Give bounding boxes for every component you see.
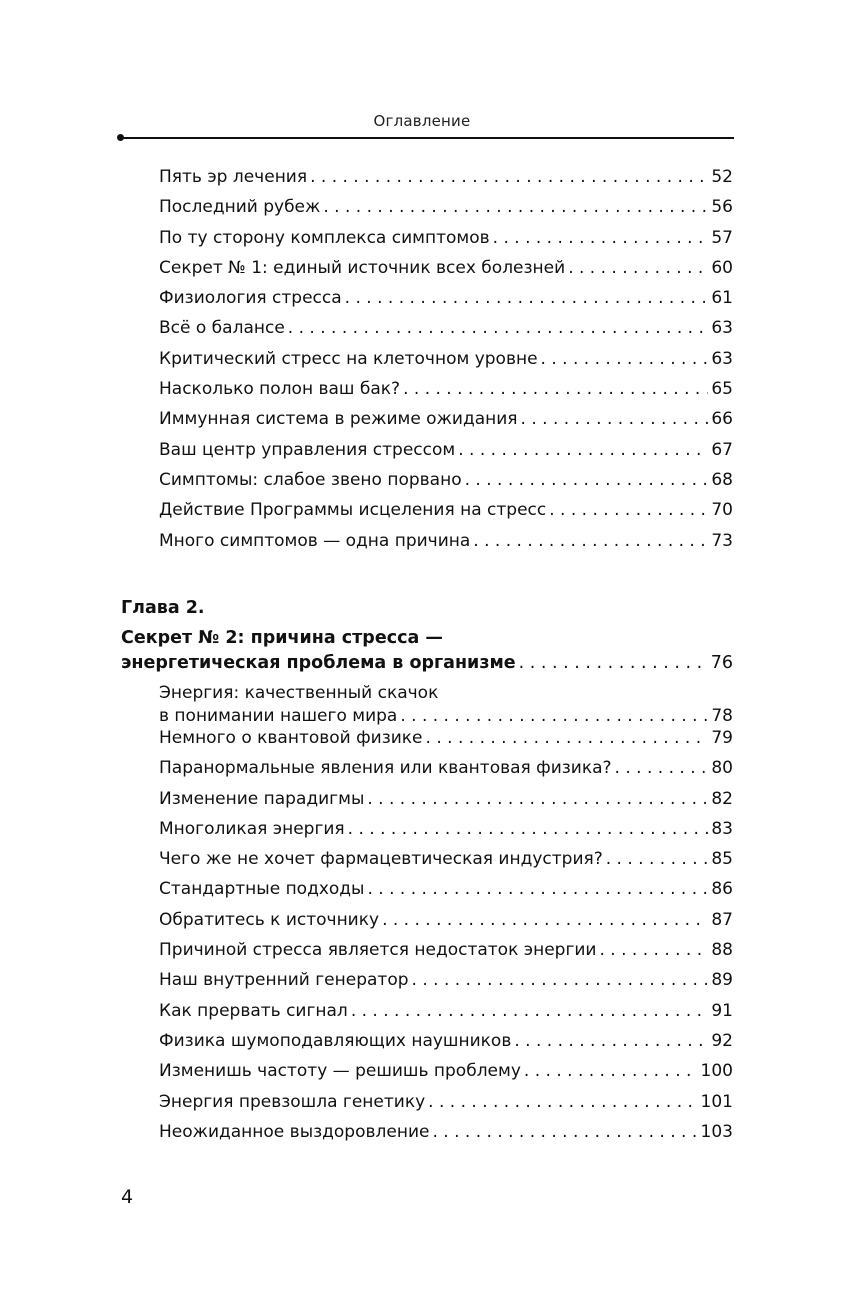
- toc-entry: [159, 470, 733, 500]
- toc-entry: [159, 318, 733, 348]
- toc-entry-title: Изменишь частоту — решишь проблему: [159, 1061, 521, 1082]
- toc-entry-title: Немного о квантовой физике: [159, 728, 423, 748]
- dot-leader: [599, 940, 708, 960]
- toc-entry-title: Чего же не хочет фармацевтическая индустрия?: [159, 849, 603, 870]
- chapter-label: Глава 2.: [121, 598, 205, 618]
- toc-entry: [159, 1092, 733, 1122]
- toc-entry-title: Как прервать сигнал: [159, 1000, 348, 1021]
- dot-leader: [432, 1122, 697, 1142]
- toc-entry-page: 92: [711, 1030, 733, 1051]
- dot-leader: [351, 1001, 709, 1021]
- toc-entry-title: Многоликая энергия: [159, 818, 345, 839]
- toc-entry-page: 79: [711, 728, 733, 748]
- toc-entry-title: Наш внутренний генератор: [159, 970, 409, 991]
- toc-entry-page: 73: [711, 530, 733, 551]
- dot-leader: [323, 197, 708, 217]
- toc-entry-page: 52: [711, 167, 733, 187]
- toc-entry: [159, 440, 733, 470]
- toc-entry: [159, 409, 733, 439]
- toc-entry: [159, 819, 733, 849]
- page-number: 4: [121, 1186, 134, 1208]
- toc-entry-title: Последний рубеж: [159, 197, 321, 218]
- toc-entry-page: 88: [711, 940, 733, 961]
- dot-leader: [519, 653, 708, 673]
- toc-entry-title: Изменение парадигмы: [159, 788, 365, 809]
- running-header: Оглавление: [373, 112, 471, 130]
- dot-leader: [367, 879, 708, 899]
- toc-entry: [159, 379, 733, 409]
- dot-leader: [345, 288, 709, 308]
- toc-entry-page: 78: [711, 706, 733, 726]
- dot-leader: [493, 228, 709, 248]
- toc-entry: [159, 500, 733, 530]
- toc-entry-page: 91: [711, 1000, 733, 1021]
- toc-entry: [159, 531, 733, 561]
- toc-entry-title: Пять эр лечения: [159, 167, 308, 187]
- toc-entry-page: 68: [711, 469, 733, 490]
- toc-entry: [159, 910, 733, 940]
- dot-leader: [549, 500, 708, 520]
- dot-leader: [514, 1031, 708, 1051]
- toc-entry: [159, 1061, 733, 1091]
- dot-leader: [403, 379, 708, 399]
- toc-entry: [159, 1001, 733, 1031]
- toc-entry-title: Физика шумоподавляющих наушников: [159, 1030, 512, 1051]
- toc-entry-page: 85: [711, 849, 733, 870]
- toc-entry: [159, 789, 733, 819]
- toc-entry: [159, 758, 733, 788]
- chapter-page-number: 76: [710, 653, 733, 673]
- toc-entry: [159, 197, 733, 227]
- toc-entry-page: 65: [711, 379, 733, 400]
- dot-leader: [428, 1092, 697, 1112]
- dot-leader: [473, 531, 708, 551]
- toc-entry-title: Критический стресс на клеточном уровне: [159, 348, 538, 369]
- dot-leader: [615, 758, 709, 778]
- toc-entry-title: Всё о балансе: [159, 318, 285, 339]
- dot-leader: [400, 706, 708, 726]
- toc-entry-page: 86: [711, 879, 733, 900]
- dot-leader: [382, 910, 708, 930]
- toc-entry-page: 60: [711, 257, 733, 278]
- toc-entry: [159, 1031, 733, 1061]
- toc-entry-page: 61: [711, 288, 733, 309]
- toc-section-1: [159, 167, 733, 561]
- toc-entry-title: Иммунная система в режиме ожидания: [159, 409, 518, 430]
- toc-entry-title: Неожиданное выздоровление: [159, 1121, 430, 1142]
- toc-entry-page: 63: [711, 348, 733, 369]
- toc-entry-page: 101: [700, 1091, 733, 1112]
- toc-entry: [159, 879, 733, 909]
- toc-entry-page: 100: [700, 1061, 733, 1082]
- toc-section-2: [159, 728, 733, 1152]
- toc-entry-title: Физиология стресса: [159, 288, 342, 309]
- toc-entry-title: Энергия превзошла генетику: [159, 1091, 426, 1112]
- dot-leader: [568, 258, 708, 278]
- toc-entry-title-line-2: в понимании нашего мира: [159, 706, 398, 726]
- dot-leader: [606, 849, 709, 869]
- chapter-2-heading: [121, 593, 733, 683]
- dot-leader: [426, 728, 709, 748]
- dot-leader: [541, 349, 709, 369]
- toc-entry-title-line-1: Энергия: качественный скачок: [159, 683, 439, 703]
- toc-entry-title: Много симптомов — одна причина: [159, 530, 471, 551]
- toc-entry-page: 66: [711, 409, 733, 430]
- toc-entry: [159, 349, 733, 379]
- toc-entry-title: Обратитесь к источнику: [159, 909, 380, 930]
- toc-entry-page: 82: [711, 788, 733, 809]
- toc-entry: [159, 728, 733, 758]
- toc-entry-page: 63: [711, 318, 733, 339]
- dot-leader: [348, 819, 709, 839]
- toc-entry: [159, 849, 733, 879]
- header-rule: [121, 137, 734, 139]
- toc-entry-page: 87: [711, 909, 733, 930]
- dot-leader: [465, 470, 709, 490]
- toc-entry-page: 80: [711, 758, 733, 779]
- dot-leader: [458, 440, 708, 460]
- toc-entry-title: По ту сторону комплекса симптомов: [159, 227, 490, 248]
- toc-entry: [159, 167, 733, 197]
- toc-entry: [159, 228, 733, 258]
- toc-entry-page: 70: [711, 500, 733, 521]
- toc-entry-page: 56: [711, 197, 733, 218]
- toc-entry: [159, 288, 733, 318]
- dot-leader: [288, 318, 709, 338]
- dot-leader: [521, 409, 709, 429]
- dot-leader: [310, 167, 708, 187]
- toc-entry: [159, 970, 733, 1000]
- toc-entry: [159, 1122, 733, 1152]
- toc-entry-title: Ваш центр управления стрессом: [159, 439, 456, 460]
- toc-entry: [159, 258, 733, 288]
- toc-entry-page: 103: [700, 1121, 733, 1142]
- toc-entry-title: Насколько полон ваш бак?: [159, 379, 401, 400]
- chapter-title-row: [121, 653, 733, 683]
- toc-entry-title: Стандартные подходы: [159, 879, 365, 900]
- chapter-title-line-1: Секрет № 2: причина стресса —: [121, 628, 443, 648]
- toc-entry-title: Паранормальные явления или квантовая физика?: [159, 758, 612, 779]
- toc-entry-title: Действие Программы исцеления на стресс: [159, 500, 547, 521]
- toc-entry-title: Причиной стресса является недостаток энергии: [159, 940, 597, 961]
- toc-entry-page: 89: [711, 970, 733, 991]
- toc-entry-page: 57: [711, 227, 733, 248]
- toc-entry-title: Симптомы: слабое звено порвано: [159, 469, 462, 490]
- dot-leader: [412, 970, 709, 990]
- toc-entry-page: 83: [711, 818, 733, 839]
- toc-entry: [159, 940, 733, 970]
- toc-entry-title: Секрет № 1: единый источник всех болезней: [159, 257, 566, 278]
- dot-leader: [367, 789, 708, 809]
- dot-leader: [524, 1061, 698, 1081]
- toc-entry-page: 67: [711, 439, 733, 460]
- chapter-title-line-2: энергетическая проблема в организме: [121, 653, 516, 673]
